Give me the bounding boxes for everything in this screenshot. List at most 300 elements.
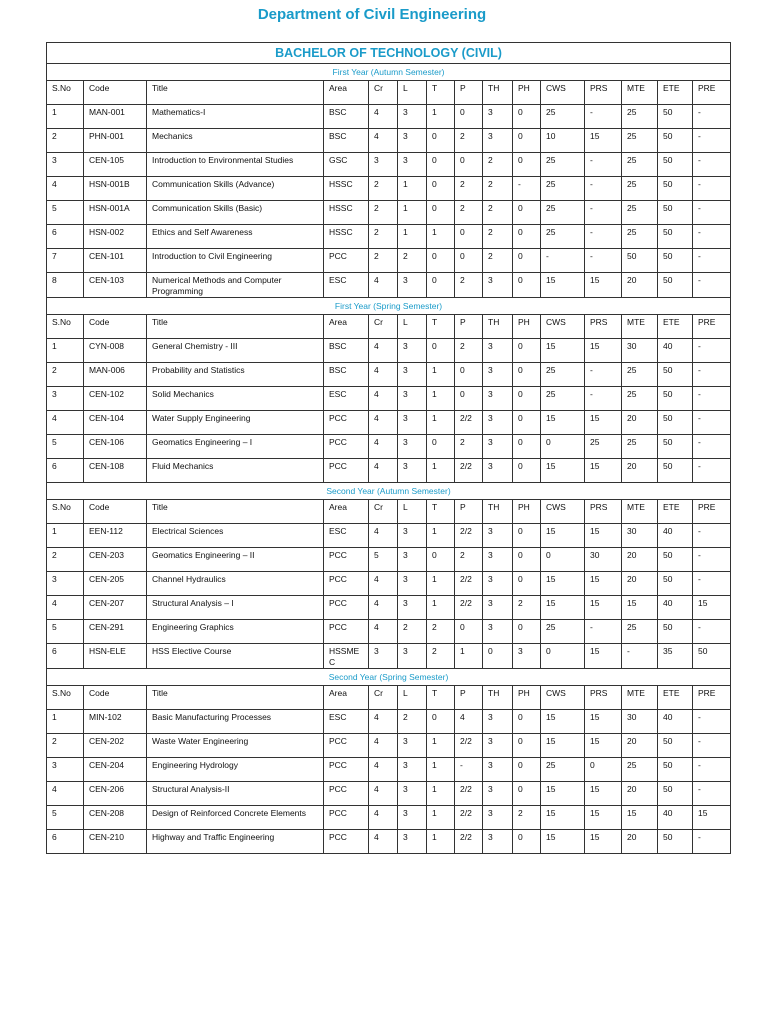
table-cell: CEN-104: [84, 411, 147, 435]
table-cell: 25: [622, 225, 658, 249]
table-cell: MAN-001: [84, 105, 147, 129]
table-cell: Engineering Graphics: [147, 620, 324, 644]
table-cell: CYN-008: [84, 339, 147, 363]
table-cell: -: [693, 435, 731, 459]
table-cell: 0: [585, 758, 622, 782]
table-cell: -: [622, 644, 658, 669]
table-cell: 0: [513, 620, 541, 644]
table-cell: 4: [455, 710, 483, 734]
table-cell: 0: [427, 710, 455, 734]
table-cell: CEN-210: [84, 830, 147, 854]
table-cell: 0: [427, 548, 455, 572]
table-cell: Mechanics: [147, 129, 324, 153]
table-cell: 2/2: [455, 806, 483, 830]
table-cell: 15: [585, 524, 622, 548]
table-cell: -: [585, 225, 622, 249]
table-row: [47, 524, 731, 548]
column-header: T: [427, 500, 455, 524]
table-cell: 50: [658, 387, 693, 411]
table-cell: 50: [658, 129, 693, 153]
table-cell: 50: [658, 435, 693, 459]
table-cell: 0: [455, 363, 483, 387]
table-row: [47, 782, 731, 806]
column-header: MTE: [622, 315, 658, 339]
table-cell: 15: [585, 339, 622, 363]
table-row: [47, 105, 731, 129]
table-cell: 2: [47, 734, 84, 758]
table-cell: 1: [427, 758, 455, 782]
table-cell: 2: [455, 435, 483, 459]
table-cell: PCC: [324, 782, 369, 806]
table-cell: 2: [455, 548, 483, 572]
table-row: [47, 129, 731, 153]
table-cell: CEN-105: [84, 153, 147, 177]
table-cell: 25: [622, 435, 658, 459]
table-cell: 1: [427, 387, 455, 411]
table-cell: CEN-205: [84, 572, 147, 596]
table-cell: 3: [398, 153, 427, 177]
department-title: Department of Civil Engineering: [257, 6, 487, 23]
column-header: L: [398, 81, 427, 105]
table-cell: 3: [483, 411, 513, 435]
table-cell: 15: [693, 806, 731, 830]
table-cell: 2: [455, 129, 483, 153]
table-cell: 50: [658, 782, 693, 806]
table-cell: 25: [622, 177, 658, 201]
table-cell: 20: [622, 411, 658, 435]
table-cell: MAN-006: [84, 363, 147, 387]
table-cell: 0: [427, 153, 455, 177]
column-header-row: [47, 315, 731, 339]
table-cell: -: [693, 524, 731, 548]
table-cell: 25: [541, 363, 585, 387]
table-cell: 1: [427, 363, 455, 387]
column-header: PRE: [693, 686, 731, 710]
column-header: S.No: [47, 500, 84, 524]
table-cell: 2: [398, 710, 427, 734]
table-cell: 15: [585, 782, 622, 806]
table-cell: 1: [398, 225, 427, 249]
table-cell: 25: [622, 620, 658, 644]
table-cell: 3: [398, 758, 427, 782]
table-cell: 2: [369, 177, 398, 201]
table-cell: 2: [455, 339, 483, 363]
table-cell: 50: [658, 411, 693, 435]
table-cell: -: [693, 572, 731, 596]
table-row: [47, 806, 731, 830]
table-cell: 3: [483, 548, 513, 572]
table-cell: 0: [513, 387, 541, 411]
table-cell: 3: [483, 273, 513, 298]
table-cell: 0: [541, 548, 585, 572]
table-cell: 25: [622, 105, 658, 129]
table-cell: 4: [369, 339, 398, 363]
column-header: PRS: [585, 315, 622, 339]
table-cell: 25: [541, 201, 585, 225]
table-cell: 5: [47, 435, 84, 459]
column-header: T: [427, 686, 455, 710]
semester-heading-row: [47, 298, 731, 315]
column-header: Cr: [369, 686, 398, 710]
column-header: TH: [483, 500, 513, 524]
table-row: [47, 411, 731, 435]
table-cell: BSC: [324, 339, 369, 363]
table-cell: BSC: [324, 129, 369, 153]
column-header: CWS: [541, 686, 585, 710]
table-cell: PHN-001: [84, 129, 147, 153]
table-cell: General Chemistry - III: [147, 339, 324, 363]
table-cell: 40: [658, 596, 693, 620]
column-header: PRE: [693, 500, 731, 524]
table-row: [47, 734, 731, 758]
table-cell: 15: [585, 572, 622, 596]
table-cell: 20: [622, 734, 658, 758]
table-cell: 15: [541, 459, 585, 483]
column-header: Code: [84, 315, 147, 339]
table-cell: 2: [47, 548, 84, 572]
table-cell: 2: [483, 153, 513, 177]
table-cell: 15: [541, 596, 585, 620]
table-cell: CEN-207: [84, 596, 147, 620]
column-header: CWS: [541, 81, 585, 105]
table-cell: 0: [541, 435, 585, 459]
table-cell: 3: [483, 830, 513, 854]
table-cell: 3: [483, 339, 513, 363]
table-cell: HSN-002: [84, 225, 147, 249]
column-header: PRS: [585, 500, 622, 524]
table-cell: 1: [47, 339, 84, 363]
table-cell: Waste Water Engineering: [147, 734, 324, 758]
table-cell: 8: [47, 273, 84, 298]
column-header: P: [455, 81, 483, 105]
table-cell: -: [513, 177, 541, 201]
column-header-row: [47, 500, 731, 524]
table-cell: 0: [427, 249, 455, 273]
column-header: Area: [324, 500, 369, 524]
table-cell: 2/2: [455, 572, 483, 596]
table-cell: 4: [47, 411, 84, 435]
table-cell: 3: [483, 734, 513, 758]
table-cell: 0: [427, 339, 455, 363]
table-cell: 3: [398, 572, 427, 596]
table-cell: 25: [541, 177, 585, 201]
table-cell: 0: [455, 620, 483, 644]
table-cell: 15: [541, 830, 585, 854]
table-cell: 3: [398, 273, 427, 298]
table-cell: 0: [513, 411, 541, 435]
table-row: [47, 363, 731, 387]
table-cell: 0: [455, 105, 483, 129]
table-cell: 0: [513, 435, 541, 459]
table-cell: 3: [47, 153, 84, 177]
table-cell: -: [693, 459, 731, 483]
table-row: [47, 710, 731, 734]
table-cell: 0: [513, 758, 541, 782]
column-header: Code: [84, 500, 147, 524]
table-cell: 4: [369, 710, 398, 734]
table-cell: 0: [427, 129, 455, 153]
table-cell: PCC: [324, 249, 369, 273]
column-header: P: [455, 686, 483, 710]
table-cell: 25: [622, 201, 658, 225]
column-header: Area: [324, 686, 369, 710]
table-cell: 15: [585, 806, 622, 830]
table-cell: 50: [658, 249, 693, 273]
table-cell: Basic Manufacturing Processes: [147, 710, 324, 734]
column-header: PH: [513, 81, 541, 105]
column-header: PH: [513, 315, 541, 339]
table-cell: 30: [622, 524, 658, 548]
table-cell: 15: [622, 596, 658, 620]
table-cell: 15: [541, 411, 585, 435]
table-row: [47, 225, 731, 249]
table-cell: 25: [541, 620, 585, 644]
table-cell: 3: [398, 734, 427, 758]
column-header: PH: [513, 686, 541, 710]
table-cell: 15: [541, 734, 585, 758]
table-cell: -: [693, 620, 731, 644]
table-cell: 0: [513, 459, 541, 483]
table-cell: 40: [658, 806, 693, 830]
table-cell: 50: [658, 830, 693, 854]
table-cell: 15: [585, 596, 622, 620]
table-cell: 4: [369, 830, 398, 854]
table-cell: 4: [369, 129, 398, 153]
column-header: Title: [147, 500, 324, 524]
table-row: [47, 830, 731, 854]
column-header: S.No: [47, 81, 84, 105]
table-cell: 3: [513, 644, 541, 669]
table-cell: 0: [427, 435, 455, 459]
table-cell: ESC: [324, 387, 369, 411]
column-header: S.No: [47, 315, 84, 339]
column-header: ETE: [658, 500, 693, 524]
table-cell: -: [693, 153, 731, 177]
table-cell: 1: [427, 596, 455, 620]
table-cell: MIN-102: [84, 710, 147, 734]
table-row: [47, 153, 731, 177]
column-header: TH: [483, 686, 513, 710]
table-cell: 1: [398, 201, 427, 225]
table-cell: -: [693, 782, 731, 806]
table-row: [47, 596, 731, 620]
table-cell: Ethics and Self Awareness: [147, 225, 324, 249]
table-cell: 25: [622, 129, 658, 153]
table-cell: 0: [541, 644, 585, 669]
column-header: P: [455, 315, 483, 339]
table-cell: 25: [622, 153, 658, 177]
column-header: Cr: [369, 81, 398, 105]
table-cell: 0: [513, 225, 541, 249]
table-cell: Geomatics Engineering – II: [147, 548, 324, 572]
column-header: CWS: [541, 315, 585, 339]
table-cell: 2: [455, 177, 483, 201]
table-cell: 0: [483, 644, 513, 669]
table-cell: 20: [622, 459, 658, 483]
table-cell: 20: [622, 548, 658, 572]
table-cell: 0: [513, 710, 541, 734]
table-cell: 25: [622, 758, 658, 782]
table-cell: 20: [622, 830, 658, 854]
table-cell: 2/2: [455, 782, 483, 806]
table-cell: -: [585, 153, 622, 177]
column-header: PRS: [585, 81, 622, 105]
table-cell: -: [585, 177, 622, 201]
table-cell: Communication Skills (Basic): [147, 201, 324, 225]
table-cell: 0: [455, 153, 483, 177]
table-cell: 5: [369, 548, 398, 572]
table-cell: 40: [658, 524, 693, 548]
column-header: ETE: [658, 81, 693, 105]
column-header: CWS: [541, 500, 585, 524]
table-cell: -: [693, 249, 731, 273]
table-cell: 2/2: [455, 459, 483, 483]
table-cell: PCC: [324, 758, 369, 782]
table-cell: HSSC: [324, 201, 369, 225]
table-cell: CEN-203: [84, 548, 147, 572]
column-header: TH: [483, 315, 513, 339]
table-cell: 25: [585, 435, 622, 459]
column-header-row: [47, 686, 731, 710]
table-cell: 20: [622, 782, 658, 806]
table-cell: 50: [658, 273, 693, 298]
table-cell: 50: [658, 548, 693, 572]
column-header: PRE: [693, 81, 731, 105]
table-cell: 15: [541, 339, 585, 363]
table-cell: 15: [622, 806, 658, 830]
table-cell: CEN-208: [84, 806, 147, 830]
table-cell: 1: [427, 225, 455, 249]
table-cell: Structural Analysis – I: [147, 596, 324, 620]
table-cell: 50: [658, 225, 693, 249]
column-header: TH: [483, 81, 513, 105]
table-cell: 3: [483, 105, 513, 129]
semester-heading: First Year (Autumn Semester): [47, 64, 731, 81]
table-cell: Engineering Hydrology: [147, 758, 324, 782]
table-cell: 4: [369, 273, 398, 298]
table-row: [47, 644, 731, 669]
table-cell: Channel Hydraulics: [147, 572, 324, 596]
table-cell: PCC: [324, 596, 369, 620]
table-cell: 30: [622, 339, 658, 363]
table-cell: 4: [369, 363, 398, 387]
table-cell: 15: [541, 572, 585, 596]
table-cell: -: [585, 201, 622, 225]
table-cell: 1: [427, 105, 455, 129]
column-header: Title: [147, 81, 324, 105]
table-cell: 0: [427, 273, 455, 298]
table-cell: 15: [585, 830, 622, 854]
column-header: Area: [324, 81, 369, 105]
table-cell: 4: [47, 177, 84, 201]
table-cell: 2: [513, 596, 541, 620]
table-cell: 4: [369, 758, 398, 782]
table-cell: 40: [658, 710, 693, 734]
table-cell: PCC: [324, 411, 369, 435]
table-cell: 15: [541, 710, 585, 734]
table-cell: 4: [47, 782, 84, 806]
table-cell: -: [693, 339, 731, 363]
table-cell: 0: [513, 201, 541, 225]
table-cell: 15: [585, 644, 622, 669]
table-cell: CEN-206: [84, 782, 147, 806]
table-cell: 2: [455, 201, 483, 225]
table-row: [47, 201, 731, 225]
table-cell: 3: [483, 782, 513, 806]
table-cell: 1: [427, 411, 455, 435]
table-cell: 0: [455, 249, 483, 273]
table-cell: 15: [541, 273, 585, 298]
table-cell: 20: [622, 572, 658, 596]
table-cell: 6: [47, 830, 84, 854]
table-cell: 0: [513, 782, 541, 806]
table-cell: 3: [47, 572, 84, 596]
table-cell: 1: [427, 806, 455, 830]
semester-heading: Second Year (Autumn Semester): [47, 483, 731, 500]
table-cell: 3: [483, 435, 513, 459]
table-cell: 4: [369, 459, 398, 483]
table-cell: 2: [369, 249, 398, 273]
table-cell: 3: [398, 387, 427, 411]
table-row: [47, 548, 731, 572]
table-cell: 3: [483, 710, 513, 734]
table-row: [47, 249, 731, 273]
table-cell: 3: [483, 129, 513, 153]
table-cell: 2: [483, 201, 513, 225]
table-cell: 15: [541, 782, 585, 806]
table-cell: -: [693, 387, 731, 411]
column-header: Cr: [369, 500, 398, 524]
table-cell: 0: [513, 548, 541, 572]
table-cell: 25: [541, 387, 585, 411]
table-cell: 1: [47, 105, 84, 129]
table-cell: 0: [513, 830, 541, 854]
table-cell: 15: [541, 806, 585, 830]
table-cell: 3: [483, 387, 513, 411]
table-cell: 30: [585, 548, 622, 572]
table-cell: HSN-ELE: [84, 644, 147, 669]
program-title-row: [47, 43, 731, 64]
table-cell: HSSME C: [324, 644, 369, 669]
table-cell: 3: [483, 363, 513, 387]
table-cell: -: [693, 105, 731, 129]
table-cell: -: [693, 225, 731, 249]
table-cell: -: [585, 387, 622, 411]
table-cell: PCC: [324, 435, 369, 459]
table-cell: 0: [513, 572, 541, 596]
table-cell: CEN-102: [84, 387, 147, 411]
table-cell: 50: [658, 758, 693, 782]
table-cell: 50: [622, 249, 658, 273]
table-cell: HSSC: [324, 225, 369, 249]
table-cell: 3: [369, 153, 398, 177]
table-cell: 4: [369, 596, 398, 620]
table-cell: 4: [369, 782, 398, 806]
table-cell: 4: [369, 105, 398, 129]
table-row: [47, 435, 731, 459]
table-cell: Solid Mechanics: [147, 387, 324, 411]
table-cell: 0: [513, 734, 541, 758]
table-cell: 50: [658, 572, 693, 596]
table-cell: HSN-001A: [84, 201, 147, 225]
table-cell: -: [693, 548, 731, 572]
table-cell: 5: [47, 201, 84, 225]
table-cell: 4: [369, 435, 398, 459]
table-cell: -: [693, 201, 731, 225]
column-header: PH: [513, 500, 541, 524]
table-cell: 3: [398, 339, 427, 363]
table-cell: 50: [658, 620, 693, 644]
